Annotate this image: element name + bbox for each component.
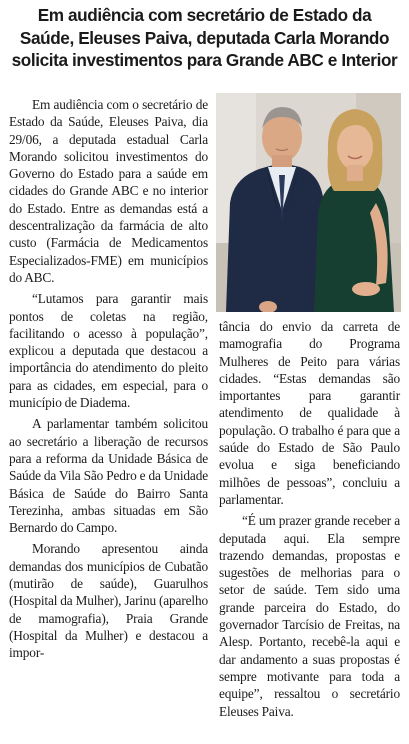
headline xyxy=(8,4,401,72)
article-paragraph: A parlamentar também solicitou ao secretário a liberação de recursos para a reforma da Unidade Básica de Saúde da Vila São Pedro e da Unidade Básica de Saúde do Bairro Santa Terezinha, ambas situadas em São Bernardo do Campo. xyxy=(9,416,208,536)
headline-line-2: Saúde, Eleuses Paiva, deputada Carla Morando xyxy=(19,27,390,48)
article-column-right xyxy=(219,318,400,720)
article-paragraph: “Lutamos para garantir mais pontos de coletas na região, facilitando o acesso à população”, explicou a deputada que destacou a importância do atendimento do pleito para as cidades, em especial, para o município de Diadema. xyxy=(9,291,208,411)
article-paragraph: Em audiência com o secretário de Estado da Saúde, Eleuses Paiva, dia 29/06, a deputada estadual Carla Morando solicitou investimentos do Governo do Estado para a saúde em cidades do Grande ABC e no interior do Estado. Entre as demandas está a descentralização da farmácia de alto custo (Farmácia de Medicamentos Especializados-FME) em municípios do ABC. xyxy=(9,97,208,285)
article-paragraph: tância do envio da carreta de mamografia do Programa Mulheres de Peito para várias cidades. “Estas demandas são importantes para garantir atendimento de qualidade à população. O trabalho é para que a saúde do Estado de São Paulo evolua e siga beneficiando milhões de pessoas”, concluiu a parlamentar. xyxy=(219,319,400,507)
article-paragraph: Morando apresentou ainda demandas dos municípios de Cubatão (mutirão de saúde), Guarulhos (Hospital da Mulher), Jarinu (aparelho de mamografia), Praia Grande (Hospital da Mulher) e destacou a impor- xyxy=(9,541,208,661)
headline-line-3: solicita investimentos para Grande ABC e Interior xyxy=(11,50,398,70)
headline-line-1: Em audiência com secretário de Estado da xyxy=(37,5,372,25)
article-paragraph: “É um prazer grande receber a deputada aqui. Ela sempre trazendo demandas, propostas e sugestões de melhorias para o setor de saúde. Tem sido uma grande parceira do Estado, do governador Tarcísio de Freitas, na Alesp. Portanto, recebê-la aqui e dar andamento a suas propostas é sempre motivante para toda a equipe”, ressaltou o secretário Eleuses Paiva. xyxy=(219,513,400,719)
photo-illustration xyxy=(216,93,401,312)
article-photo xyxy=(216,93,401,312)
article-column-left xyxy=(9,96,208,662)
